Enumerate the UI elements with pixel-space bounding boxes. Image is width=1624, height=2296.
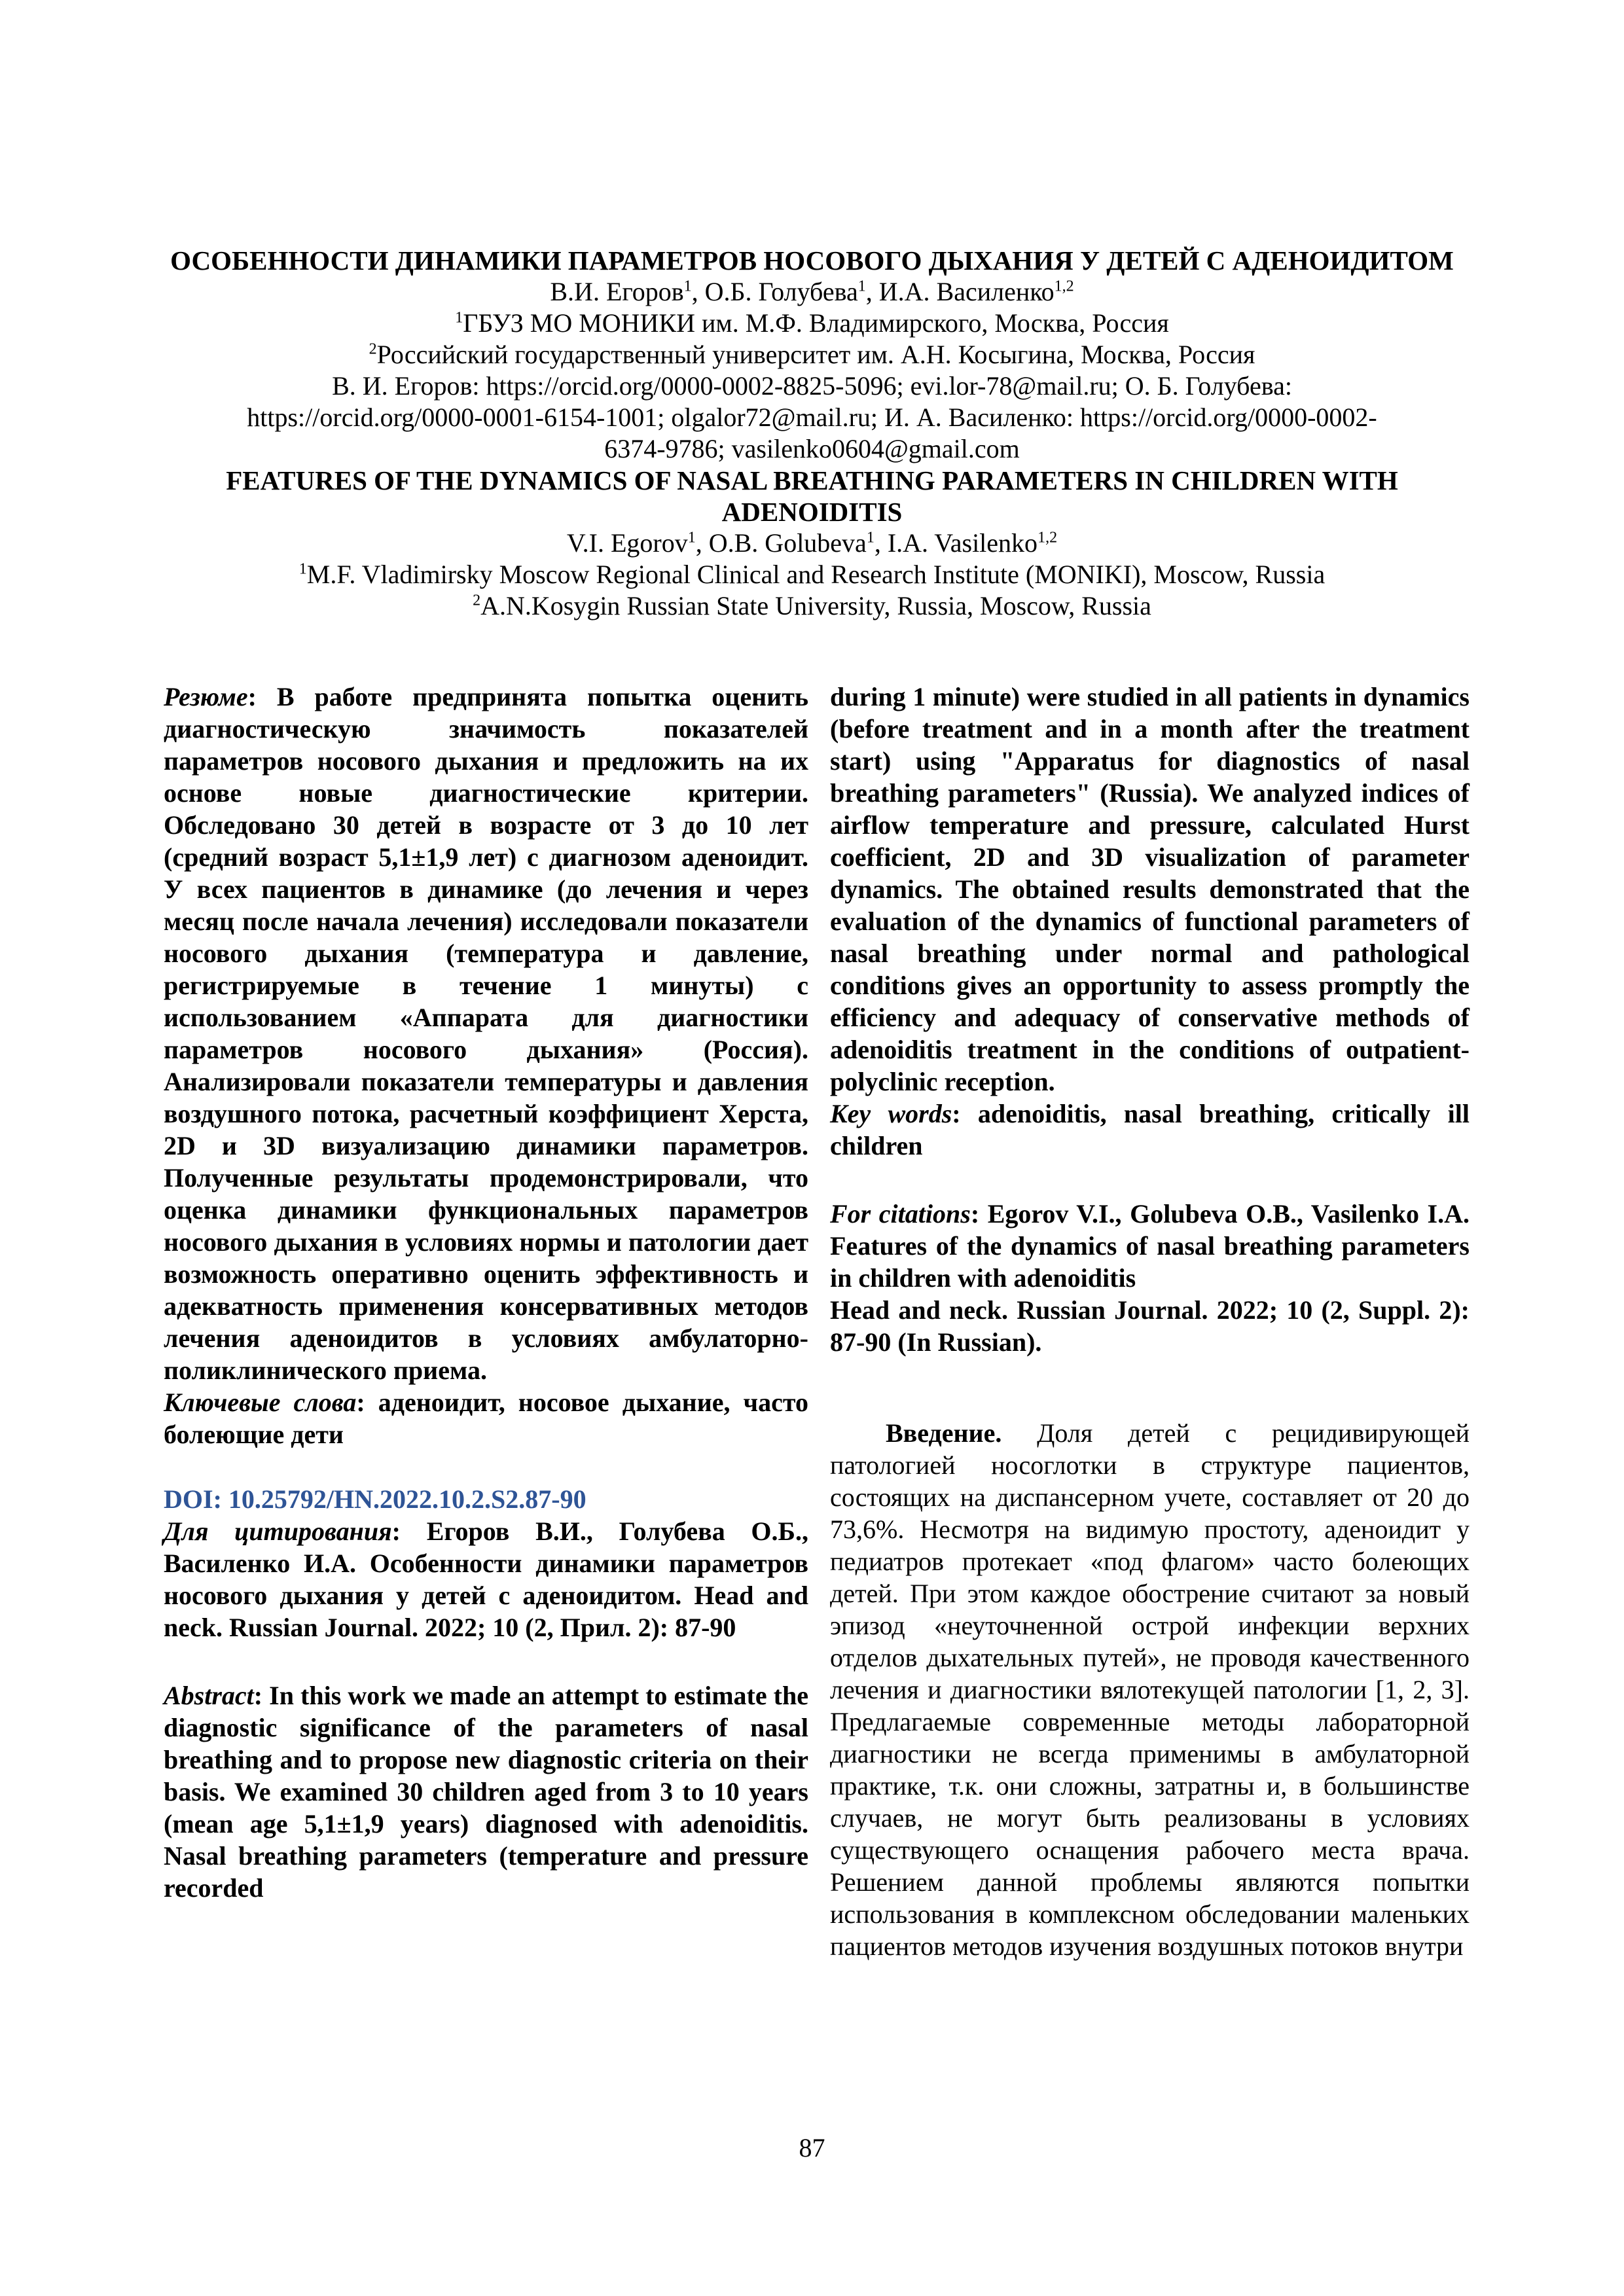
paragraph-citation-ru: Для цитирования: Егоров В.И., Голубева О.Б., Василенко И.А. Особенности динамики параметров носового дыхания у детей с аденоидитом. Head and neck. Russian Journal. 2022; 10 (2, Прил. 2): 87-90 [164, 1516, 808, 1642]
affiliation-ru-2: $^2$Российский государственный университет им. А.Н. Косыгина, Москва, Россия [369, 340, 1255, 369]
paragraph-abstract-en-part1: Abstract: In this work we made an attempt to estimate the diagnostic significance of the parameters of nasal breathing and to propose new diagnostic criteria on their basis. We examined 30 children aged from 3 to 10 years (mean age 5,1±1,9 years) diagnosed with adenoiditis. Nasal breathing parameters (temperature and pressure recorded [164, 1681, 808, 1903]
left-column [164, 681, 808, 1904]
page-footer [0, 2132, 1624, 2164]
paragraph-introduction: Введение. Доля детей с рецидивирующей патологией носоглотки в структуре пациентов, состоящих на диспансерном учете, составляет от 20 до 73,6%. Несмотря на видимую простоту, аденоидит у педиатров протекает «под флагом» часто болеющих детей. При этом каждое обострение считают за новый эпизод «неуточненной острой инфекции верхних отделов дыхательных путей», не проводя качественного лечения и диагностики вялотекущей патологии [1, 2, 3]. Предлагаемые современные методы лабораторной диагностики не всегда применимы в амбулаторной практике, т.к. они сложны, затратны и, в большинстве случаев, не могут быть реализованы в условиях существующего оснащения рабочего места врача. Решением данной проблемы являются попытки использования в комплексном обследовании маленьких пациентов методов изучения воздушных потоков внутри [830, 1418, 1470, 1961]
contacts-orcid: В. И. Егоров: https://orcid.org/0000-0002-8825-5096; evi.lor-78@mail.ru; О. Б. Голубева: https://orcid.org/0000-0001-6154-1001; olgalor72@mail.ru; И. А. Василенко: https://orcid.org/0000-0002- 6374-9786; vasilenko0604@gmail.com [247, 371, 1377, 463]
page-title-ru: ОСОБЕННОСТИ ДИНАМИКИ ПАРАМЕТРОВ НОСОВОГО ДЫХАНИЯ У ДЕТЕЙ С АДЕНОИДИТОМ [170, 245, 1454, 276]
page-title-en: FEATURES OF THE DYNAMICS OF NASAL BREATHING PARAMETERS IN CHILDREN WITH ADENOIDITIS [226, 465, 1398, 527]
affiliation-ru-1: $^1$ГБУЗ МО МОНИКИ им. М.Ф. Владимирского, Москва, Россия [455, 308, 1169, 338]
paragraph-resume-ru: Резюме: В работе предпринята попытка оценить диагностическую значимость показателей параметров носового дыхания и предложить на их основе новые диагностические критерии. Обследовано 30 детей в возрасте от 3 до 10 лет (средний возраст 5,1±1,9 лет) с диагнозом аденоидит. У всех пациентов в динамике (до лечения и через месяц после начала лечения) исследовали показатели носового дыхания (температура и давление, регистрируемые в течение 1 минуты) с использованием «Аппарата для диагностики параметров носового дыхания» (Россия). Анализировали показатели температуры и давления воздушного потока, расчетный коэффициент Херста, 2D и 3D визуализацию динамики параметров. Полученные результаты продемонстрировали, что оценка динамики функциональных параметров носового дыхания в условиях нормы и патологии дает возможность оперативно оценить эффективность и адекватность применения консервативных методов лечения аденоидитов в условиях амбулаторно-поликлинического приема. [164, 682, 808, 1385]
doi-line: DOI: 10.25792/HN.2022.10.2.S2.87-90 [164, 1484, 586, 1514]
spacer [164, 1450, 808, 1483]
spacer [830, 1162, 1470, 1198]
paragraph-keywords-en: Key words: adenoiditis, nasal breathing, critically ill children [830, 1099, 1470, 1160]
affiliation-en-2: $^2$A.N.Kosygin Russian State University, Russia, Moscow, Russia [473, 591, 1151, 620]
paragraph-abstract-en-part2: during 1 minute) were studied in all patients in dynamics (before treatment and in a month after the treatment start) using "Apparatus for diagnostics of nasal breathing parameters" (Russia). We analyzed indices of airflow temperature and pressure, calculated Hurst coefficient, 2D and 3D visualization of parameter dynamics. The obtained results demonstrated that the evaluation of the dynamics of functional parameters of nasal breathing under normal and pathological conditions gives an opportunity to assess promptly the efficiency and adequacy of conservative methods of adenoiditis treatment in the conditions of outpatient-polyclinic reception. [830, 682, 1470, 1096]
paragraph-citation-en: For citations: Egorov V.I., Golubeva O.B., Vasilenko I.A. Features of the dynamics of nasal breathing parameters in children with adenoiditis Head and neck. Russian Journal. 2022; 10 (2, Suppl. 2): 87-90 (In Russian). [830, 1199, 1470, 1357]
right-column [830, 681, 1470, 1962]
authors-en: V.I. Egorov$^1$, O.B. Golubeva$^1$, I.A. Vasilenko$^{1,2}$ [566, 528, 1058, 558]
article-header [160, 245, 1464, 622]
affiliation-en-1: $^1$M.F. Vladimirsky Moscow Regional Clinical and Research Institute (MONIKI), Moscow, Russia [298, 560, 1326, 589]
authors-ru: В.И. Егоров$^1$, О.Б. Голубева$^1$, И.А. Василенко$^{1,2}$ [550, 277, 1074, 306]
spacer [164, 1643, 808, 1679]
paragraph-keywords-ru: Ключевые слова: аденоидит, носовое дыхание, часто болеющие дети [164, 1388, 808, 1449]
spacer [830, 1358, 1470, 1417]
page-number: 87 [799, 2133, 825, 2162]
